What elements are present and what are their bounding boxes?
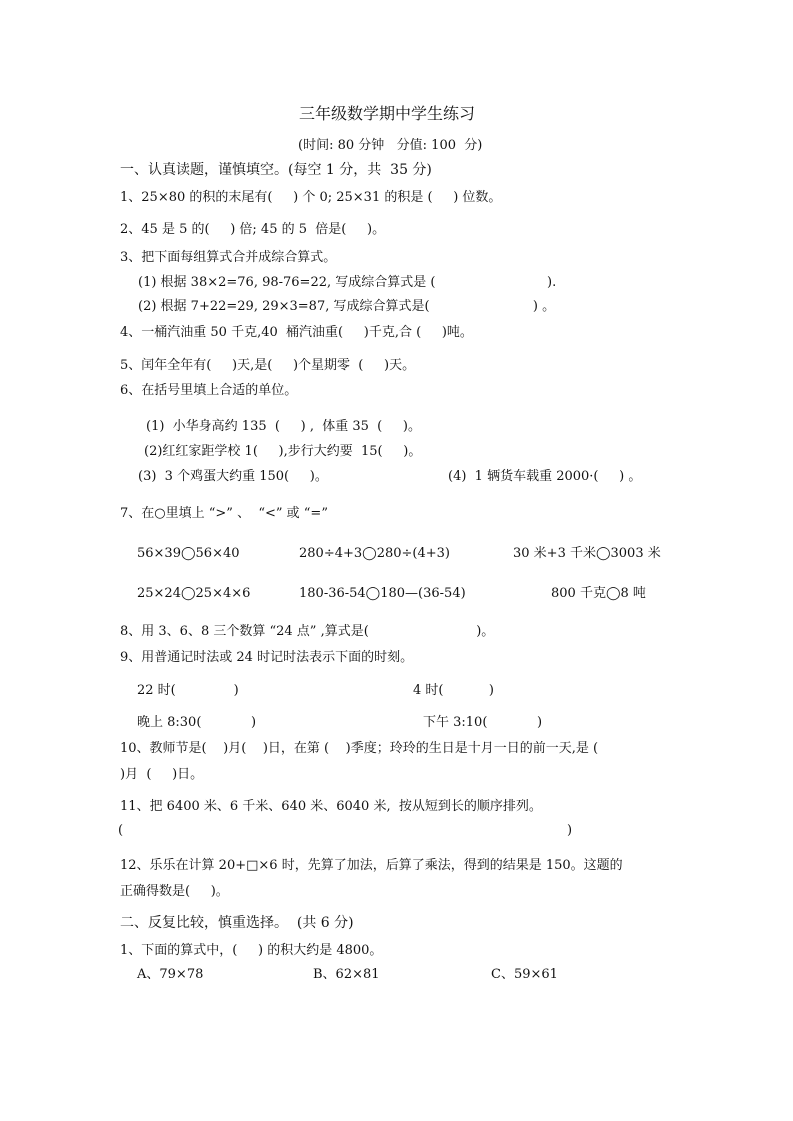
option-b: B、62×81 — [313, 967, 380, 982]
question-5: 5、闰年全年有( )天,是( )个星期零 ( )天。 — [120, 358, 416, 373]
question-7: 7、在○里填上 “>” 、 “<” 或 “=” — [120, 506, 328, 521]
question-10-line1: 10、教师节是( )月( )日，在第 ( )季度；玲玲的生日是十月一日的前一天,是 ( — [120, 741, 599, 756]
question-2-1: 1、下面的算式中，( ) 的积大约是 4800。 — [120, 943, 383, 958]
compare-item: 800 千克◯8 吨 — [551, 586, 646, 601]
time-item: 晚上 8:30( ) — [137, 715, 257, 730]
question-8: 8、用 3、6、8 三个数算 “24 点” ,算式是( )。 — [120, 624, 495, 639]
time-item: 下午 3:10( ) — [423, 715, 543, 730]
question-12-line1: 12、乐乐在计算 20+□×6 时，先算了加法，后算了乘法，得到的结果是 150。这题的 — [120, 858, 623, 873]
question-10-line2: )月 ( )日。 — [120, 767, 204, 782]
page-title: 三年级数学期中学生练习 — [299, 104, 476, 123]
question-3: 3、把下面每组算式合并成综合算式。 — [120, 250, 337, 265]
question-9: 9、用普通记时法或 24 时记时法表示下面的时刻。 — [120, 650, 414, 665]
compare-item: 25×24◯25×4×6 — [137, 586, 251, 601]
question-3-2: (2) 根据 7+22=29, 29×3=87, 写成综合算式是( ) 。 — [138, 299, 556, 314]
question-11: 11、把 6400 米、6 千米、640 米、6040 米, 按从短到长的顺序排列。 — [120, 799, 542, 814]
question-2: 2、45 是 5 的( ) 倍; 45 的 5 倍是( )。 — [120, 222, 386, 237]
question-6-3: (3) 3 个鸡蛋大约重 150( )。 — [138, 469, 328, 484]
compare-item: 180-36-54◯180—(36-54) — [299, 586, 466, 601]
compare-item: 56×39◯56×40 — [137, 546, 240, 561]
compare-item: 30 米+3 千米◯3003 米 — [513, 546, 661, 561]
question-6: 6、在括号里填上合适的单位。 — [120, 383, 298, 398]
question-1: 1、25×80 的积的末尾有( ) 个 0; 25×31 的积是 ( ) 位数。 — [120, 190, 502, 205]
exam-info: (时间: 80 分钟 分值: 100 分) — [298, 138, 483, 153]
question-6-2: (2)红红家距学校 1( ),步行大约要 15( )。 — [144, 444, 422, 459]
question-4: 4、一桶汽油重 50 千克,40 桶汽油重( )千克,合 ( )吨。 — [120, 325, 473, 340]
question-3-1: (1) 根据 38×2=76, 98-76=22, 写成综合算式是 ( ). — [138, 275, 557, 290]
answer-open-paren: ( — [118, 823, 124, 838]
question-6-4: (4) 1 辆货车载重 2000·( ) 。 — [448, 469, 642, 484]
time-item: 4 时( ) — [413, 683, 495, 698]
section2-heading: 二、反复比较，慎重选择。 (共 6 分) — [120, 915, 354, 931]
option-a: A、79×78 — [137, 967, 204, 982]
question-6-1: (1) 小华身高约 135 ( ) , 体重 35 ( )。 — [146, 419, 421, 434]
option-c: C、59×61 — [491, 967, 558, 982]
compare-item: 280÷4+3◯280÷(4+3) — [299, 546, 450, 561]
time-item: 22 时( ) — [137, 683, 239, 698]
answer-close-paren: ) — [567, 823, 573, 838]
question-12-line2: 正确得数是( )。 — [120, 884, 229, 899]
section1-heading: 一、认真读题，谨慎填空。(每空 1 分，共 35 分) — [120, 162, 432, 178]
